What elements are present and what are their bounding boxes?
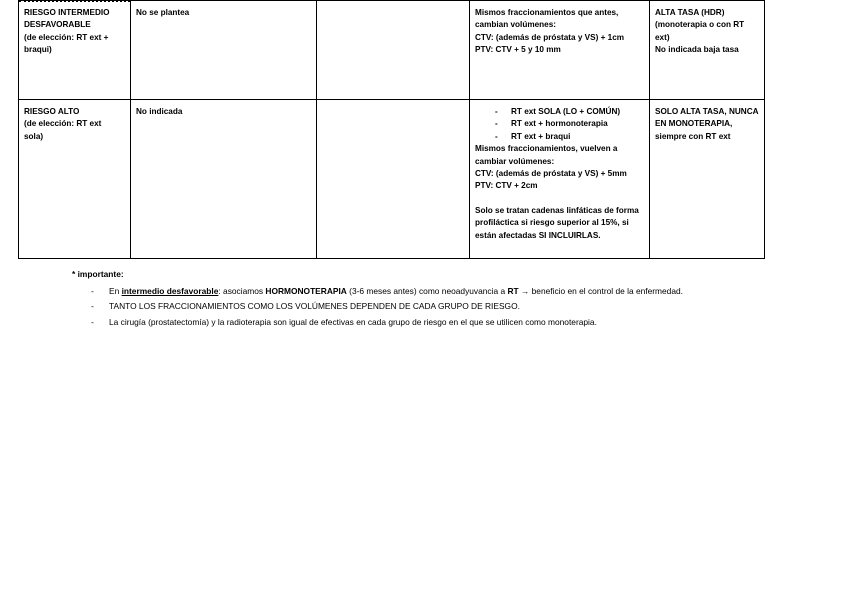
table-cell bbox=[470, 100, 650, 259]
table-cell bbox=[131, 1, 317, 100]
cell-text: No se plantea bbox=[136, 8, 190, 17]
risk-group-label: DESFAVORABLE bbox=[24, 20, 91, 30]
list-item bbox=[475, 106, 644, 118]
risk-group-choice: (de elección: RT ext bbox=[24, 119, 102, 129]
cell-note: profiláctica si riesgo superior al 15%, si bbox=[475, 218, 629, 228]
note-text: La cirugía (prostatectomía) y la radioterapia son igual de efectivas en cada grupo de riesgo en el que se utilicen como monoterapia. bbox=[109, 316, 597, 327]
bullet-dash: - bbox=[495, 119, 498, 129]
risk-group-cell bbox=[19, 100, 131, 259]
note-text: En bbox=[109, 285, 122, 296]
notes-section bbox=[72, 267, 776, 330]
cell-text: PTV: CTV + 5 y 10 mm bbox=[475, 45, 561, 55]
list-item bbox=[72, 315, 776, 331]
list-item bbox=[475, 131, 644, 143]
list-item bbox=[72, 299, 776, 315]
risk-group-choice: (de elección: RT ext + bbox=[24, 32, 109, 42]
bullet-dash: - bbox=[495, 107, 498, 116]
bullet-dash: - bbox=[91, 316, 94, 327]
cell-text: CTV: (además de próstata y VS) + 5mm bbox=[475, 169, 627, 179]
table-cell bbox=[650, 1, 765, 100]
notes-title: * importante: bbox=[72, 269, 124, 279]
note-text: (3-6 meses antes) como neoadyuvancia a bbox=[346, 285, 508, 296]
risk-group-cell bbox=[19, 1, 131, 100]
cell-text: siempre con RT ext bbox=[655, 131, 731, 141]
cell-text: Mismos fraccionamientos, vuelven a bbox=[475, 144, 618, 154]
list-item bbox=[475, 118, 644, 130]
cell-text: SOLO ALTA TASA, NUNCA bbox=[655, 107, 759, 116]
table-cell-empty bbox=[317, 100, 470, 259]
cell-text: ALTA TASA (HDR) bbox=[655, 8, 725, 17]
cell-text: Mismos fraccionamientos que antes, bbox=[475, 8, 619, 17]
note-text: : asociamos bbox=[218, 285, 266, 296]
table-cell-empty bbox=[317, 1, 470, 100]
risk-group-label: RIESGO ALTO bbox=[24, 107, 80, 116]
note-emphasis: intermedio desfavorable bbox=[121, 285, 219, 296]
risk-treatment-table bbox=[18, 0, 765, 259]
cell-text: cambian volúmenes: bbox=[475, 20, 556, 30]
table-cell bbox=[131, 100, 317, 259]
bullet-dash: - bbox=[91, 301, 94, 311]
cell-text: ext) bbox=[655, 32, 670, 42]
note-text: → beneficio en el control de la enfermedad. bbox=[518, 285, 683, 296]
notes-list bbox=[72, 284, 776, 331]
table-cell bbox=[470, 1, 650, 100]
list-item-text: RT ext + braqui bbox=[511, 131, 571, 141]
list-item-text: RT ext SOLA (LO + COMÚN) bbox=[511, 107, 621, 116]
cell-text: (monoterapia o con RT bbox=[655, 20, 745, 30]
risk-group-choice: sola) bbox=[24, 131, 44, 141]
cell-note: Solo se tratan cadenas linfáticas de forma bbox=[475, 205, 639, 215]
cell-text: No indicada baja tasa bbox=[655, 45, 739, 55]
cell-text: cambiar volúmenes: bbox=[475, 156, 555, 166]
table-cell bbox=[650, 100, 765, 259]
bullet-dash: - bbox=[91, 285, 94, 296]
note-emphasis: RT bbox=[507, 285, 519, 296]
cell-text: PTV: CTV + 2cm bbox=[475, 181, 538, 191]
cell-text: EN MONOTERAPIA, bbox=[655, 119, 733, 129]
risk-group-label: RIESGO INTERMEDIO bbox=[24, 8, 110, 17]
note-emphasis: HORMONOTERAPIA bbox=[265, 285, 347, 296]
list-item-text: RT ext + hormonoterapia bbox=[511, 119, 608, 129]
cell-note: están afectadas SI INCLUIRLAS. bbox=[475, 230, 601, 240]
spacer bbox=[475, 193, 644, 205]
table-row bbox=[19, 100, 765, 259]
note-text: TANTO LOS FRACCIONAMIENTOS COMO LOS VOLÚMENES DEPENDEN DE CADA GRUPO DE RIESGO. bbox=[109, 301, 520, 311]
cell-text: No indicada bbox=[136, 107, 183, 116]
risk-group-choice: braqui) bbox=[24, 45, 52, 55]
bullet-dash: - bbox=[495, 131, 498, 141]
table-row bbox=[19, 1, 765, 100]
cell-text: CTV: (además de próstata y VS) + 1cm bbox=[475, 32, 625, 42]
list-item bbox=[72, 284, 776, 300]
